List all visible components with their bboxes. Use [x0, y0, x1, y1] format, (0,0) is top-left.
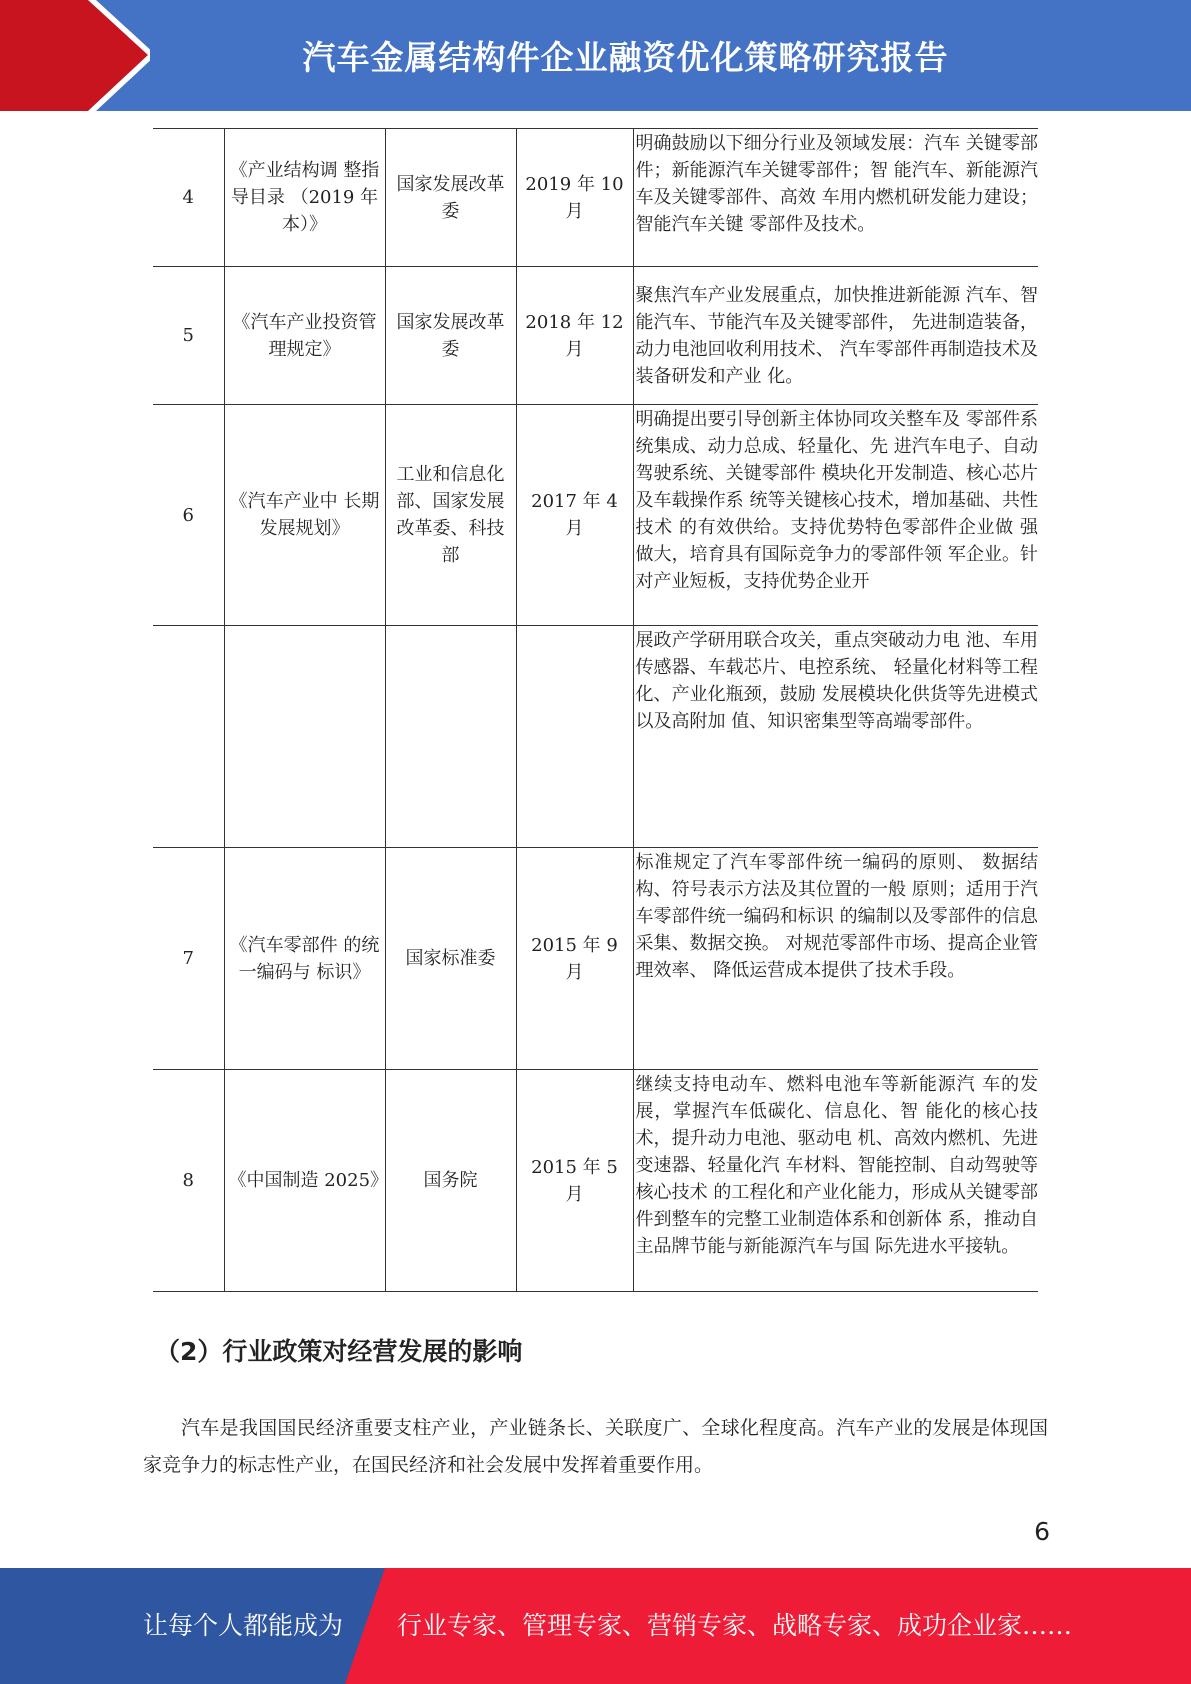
issuing-department: 工业和信息化部、国家发展改革委、科技部 — [385, 405, 516, 626]
policy-name: 《汽车产业投资管理规定》 — [224, 267, 385, 405]
policy-name: 《中国制造 2025》 — [224, 1070, 385, 1292]
table-row — [153, 405, 1038, 626]
section-heading: （2）行业政策对经营发展的影响 — [155, 1337, 523, 1366]
policy-description: 展政产学研用联合攻关，重点突破动力电 池、车用传感器、车载芯片、电控系统、 轻量化材料等工程化、产业化瓶颈，鼓励 发展模块化供货等先进模式以及高附加 值、知识密集型等高端零部件。 — [633, 626, 1038, 848]
policy-table — [153, 128, 1038, 1292]
row-number: 6 — [153, 405, 224, 626]
issue-date: 2015 年 5 月 — [516, 1070, 633, 1292]
table-row — [153, 848, 1038, 1070]
policy-description: 标准规定了汽车零部件统一编码的原则、 数据结构、符号表示方法及其位置的一般 原则；适用于汽车零部件统一编码和标识 的编制以及零部件的信息采集、数据交换。 对规范零部件市场、提高企业管理效率、 降低运营成本提供了技术手段。 — [633, 848, 1038, 1070]
row-number: 4 — [153, 129, 224, 267]
row-number: 7 — [153, 848, 224, 1070]
policy-description: 明确提出要引导创新主体协同攻关整车及 零部件系统集成、动力总成、轻量化、先 进汽车电子、自动驾驶系统、关键零部件 模块化开发制造、核心芯片及车载操作系 统等关键核心技术，增加基础、共性技术 的有效供给。支持优势特色零部件企业做 强做大，培育具有国际竞争力的零部件领 军企业。针对产业短板，支持优势企业开 — [633, 405, 1038, 626]
issuing-department — [385, 626, 516, 848]
page-header — [0, 0, 1191, 111]
row-number: 5 — [153, 267, 224, 405]
table-row — [153, 1070, 1038, 1292]
report-title: 汽车金属结构件企业融资优化策略研究报告 — [302, 38, 949, 77]
policy-name: 《汽车零部件 的统一编码与 标识》 — [224, 848, 385, 1070]
issuing-department: 国家发展改革委 — [385, 267, 516, 405]
red-chevron-icon — [0, 0, 150, 111]
policy-name: 《汽车产业中 长期发展规划》 — [224, 405, 385, 626]
page-number: 6 — [1034, 1517, 1050, 1546]
row-number: 8 — [153, 1070, 224, 1292]
table-row — [153, 129, 1038, 267]
issue-date: 2017 年 4 月 — [516, 405, 633, 626]
policy-description: 继续支持电动车、燃料电池车等新能源汽 车的发展，掌握汽车低碳化、信息化、智 能化的核心技术，提升动力电池、驱动电 机、高效内燃机、先进变速器、轻量化汽 车材料、智能控制、自动驾驶等核心技术 的工程化和产业化能力，形成从关键零部 件到整车的完整工业制造体系和创新体 系，推动自主品牌节能与新能源汽车与国 际先进水平接轨。 — [633, 1070, 1038, 1292]
table-row — [153, 267, 1038, 405]
table-row — [153, 626, 1038, 848]
issuing-department: 国家标准委 — [385, 848, 516, 1070]
policy-description: 聚焦汽车产业发展重点，加快推进新能源 汽车、智能汽车、节能汽车及关键零部件， 先进制造装备，动力电池回收利用技术、 汽车零部件再制造技术及装备研发和产业 化。 — [633, 267, 1038, 405]
policy-name — [224, 626, 385, 848]
footer-slogan-right: 行业专家、管理专家、营销专家、战略专家、成功企业家…… — [397, 1611, 1073, 1640]
policy-description: 明确鼓励以下细分行业及领域发展：汽车 关键零部件；新能源汽车关键零部件；智 能汽车、新能源汽车及关键零部件、高效 车用内燃机研发能力建设；智能汽车关键 零部件及技术。 — [633, 129, 1038, 267]
issuing-department: 国务院 — [385, 1070, 516, 1292]
issue-date: 2018 年 12 月 — [516, 267, 633, 405]
footer-slogan-left: 让每个人都能成为 — [143, 1611, 344, 1640]
issuing-department: 国家发展改革委 — [385, 129, 516, 267]
row-number — [153, 626, 224, 848]
policy-name: 《产业结构调 整指导目录 （2019 年本）》 — [224, 129, 385, 267]
body-paragraph: 汽车是我国国民经济重要支柱产业，产业链条长、关联度广、全球化程度高。汽车产业的发展是体现国家竞争力的标志性产业，在国民经济和社会发展中发挥着重要作用。 — [143, 1417, 1048, 1476]
page-footer — [0, 1568, 1191, 1684]
issue-date: 2015 年 9 月 — [516, 848, 633, 1070]
issue-date — [516, 626, 633, 848]
issue-date: 2019 年 10 月 — [516, 129, 633, 267]
